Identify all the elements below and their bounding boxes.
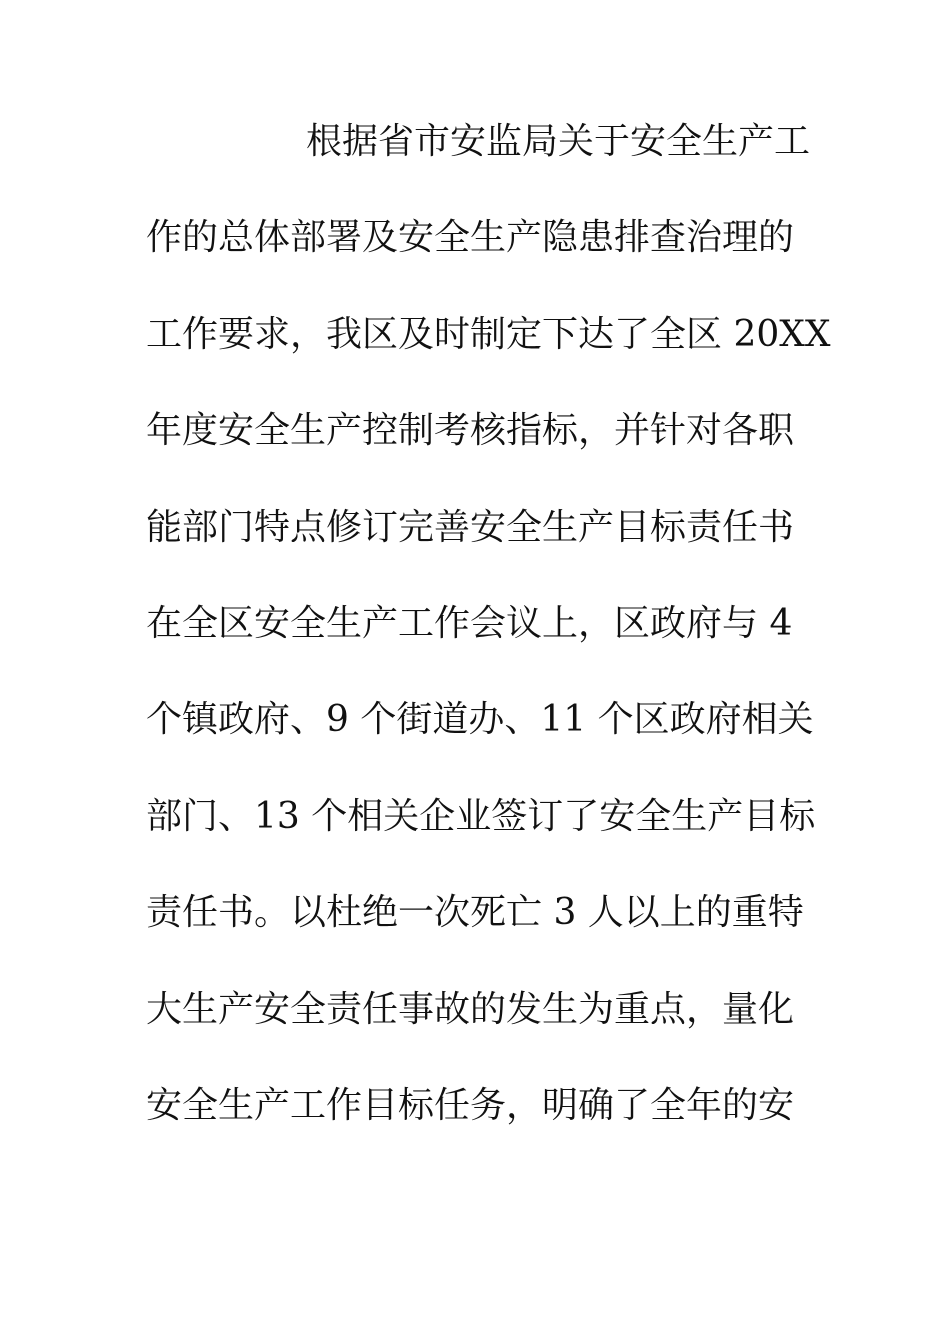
text-line: 部门、13 个相关企业签订了安全生产目标 bbox=[146, 795, 816, 837]
text-line: 个镇政府、9 个街道办、11 个区政府相关 bbox=[146, 699, 814, 741]
document-body bbox=[146, 121, 831, 1184]
text-line: 大生产安全责任事故的发生为重点，量化 bbox=[146, 988, 795, 1030]
text-line: 在全区安全生产工作会议上，区政府与 4 bbox=[146, 602, 793, 644]
text-line: 作的总体部署及安全生产隐患排查治理的 bbox=[146, 217, 795, 259]
text-line: 能部门特点修订完善安全生产目标责任书 bbox=[146, 506, 795, 548]
text-line: 安全生产工作目标任务，明确了全年的安 bbox=[146, 1084, 795, 1126]
text-line: 责任书。以杜绝一次死亡 3 人以上的重特 bbox=[146, 892, 804, 934]
text-line: 根据省市安监局关于安全生产工 bbox=[306, 121, 811, 162]
text-line: 年度安全生产控制考核指标，并针对各职 bbox=[146, 410, 795, 452]
text-line: 工作要求，我区及时制定下达了全区 20XX bbox=[146, 313, 831, 355]
